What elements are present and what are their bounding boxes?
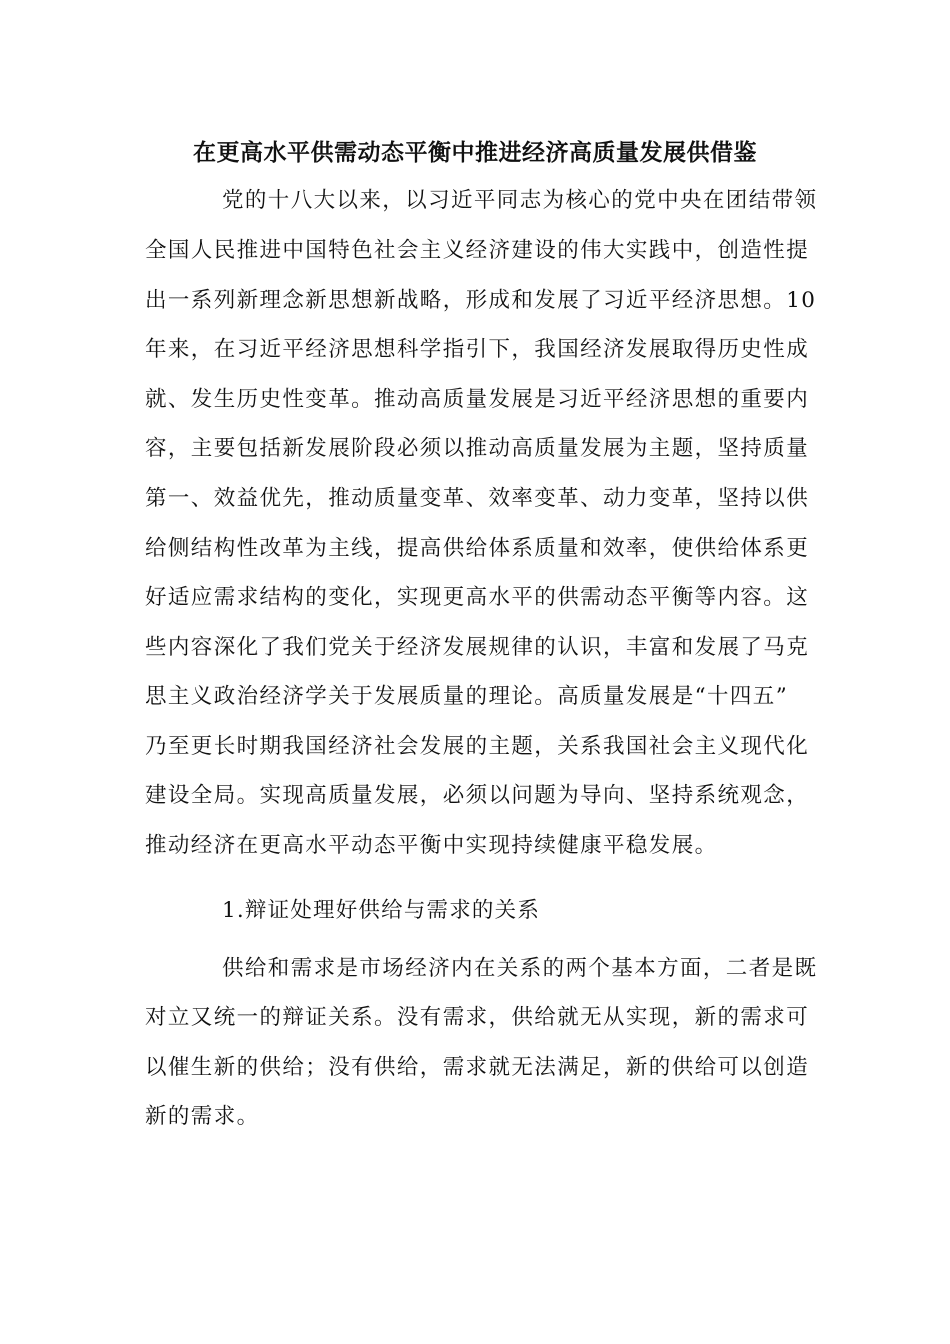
- paragraph-line: 思主义政治经济学关于发展质量的理论。高质量发展是“十四五”: [145, 684, 789, 709]
- paragraph-line: 好适应需求结构的变化，实现更高水平的供需动态平衡等内容。这: [145, 585, 810, 610]
- paragraph-line: 建设全局。实现高质量发展，必须以问题为导向、坚持系统观念，: [145, 783, 810, 808]
- paragraph-line: 供给和需求是市场经济内在关系的两个基本方面，二者是既: [222, 956, 818, 981]
- paragraph-line: 乃至更长时期我国经济社会发展的主题，关系我国社会主义现代化: [145, 734, 810, 759]
- paragraph-line: 党的十八大以来，以习近平同志为核心的党中央在团结带领: [222, 188, 818, 213]
- paragraph-line: 全国人民推进中国特色社会主义经济建设的伟大实践中，创造性提: [145, 238, 810, 263]
- section-heading: 1.辩证处理好供给与需求的关系: [222, 898, 541, 923]
- paragraph-line: 对立又统一的辩证关系。没有需求，供给就无从实现，新的需求可: [145, 1005, 810, 1030]
- paragraph-line: 出一系列新理念新思想新战略，形成和发展了习近平经济思想。10: [145, 288, 817, 313]
- paragraph-line: 些内容深化了我们党关于经济发展规律的认识，丰富和发展了马克: [145, 635, 810, 660]
- document-title: 在更高水平供需动态平衡中推进经济高质量发展供借鉴: [193, 139, 757, 166]
- paragraph-line: 第一、效益优先，推动质量变革、效率变革、动力变革，坚持以供: [145, 486, 810, 511]
- paragraph-line: 就、发生历史性变革。推动高质量发展是习近平经济思想的重要内: [145, 387, 810, 412]
- paragraph-line: 新的需求。: [145, 1104, 260, 1129]
- paragraph-line: 给侧结构性改革为主线，提高供给体系质量和效率，使供给体系更: [145, 536, 810, 561]
- paragraph-line: 以催生新的供给；没有供给，需求就无法满足，新的供给可以创造: [145, 1055, 810, 1080]
- paragraph-line: 容，主要包括新发展阶段必须以推动高质量发展为主题，坚持质量: [145, 436, 810, 461]
- paragraph-line: 推动经济在更高水平动态平衡中实现持续健康平稳发展。: [145, 833, 718, 858]
- paragraph-line: 年来，在习近平经济思想科学指引下，我国经济发展取得历史性成: [145, 337, 810, 362]
